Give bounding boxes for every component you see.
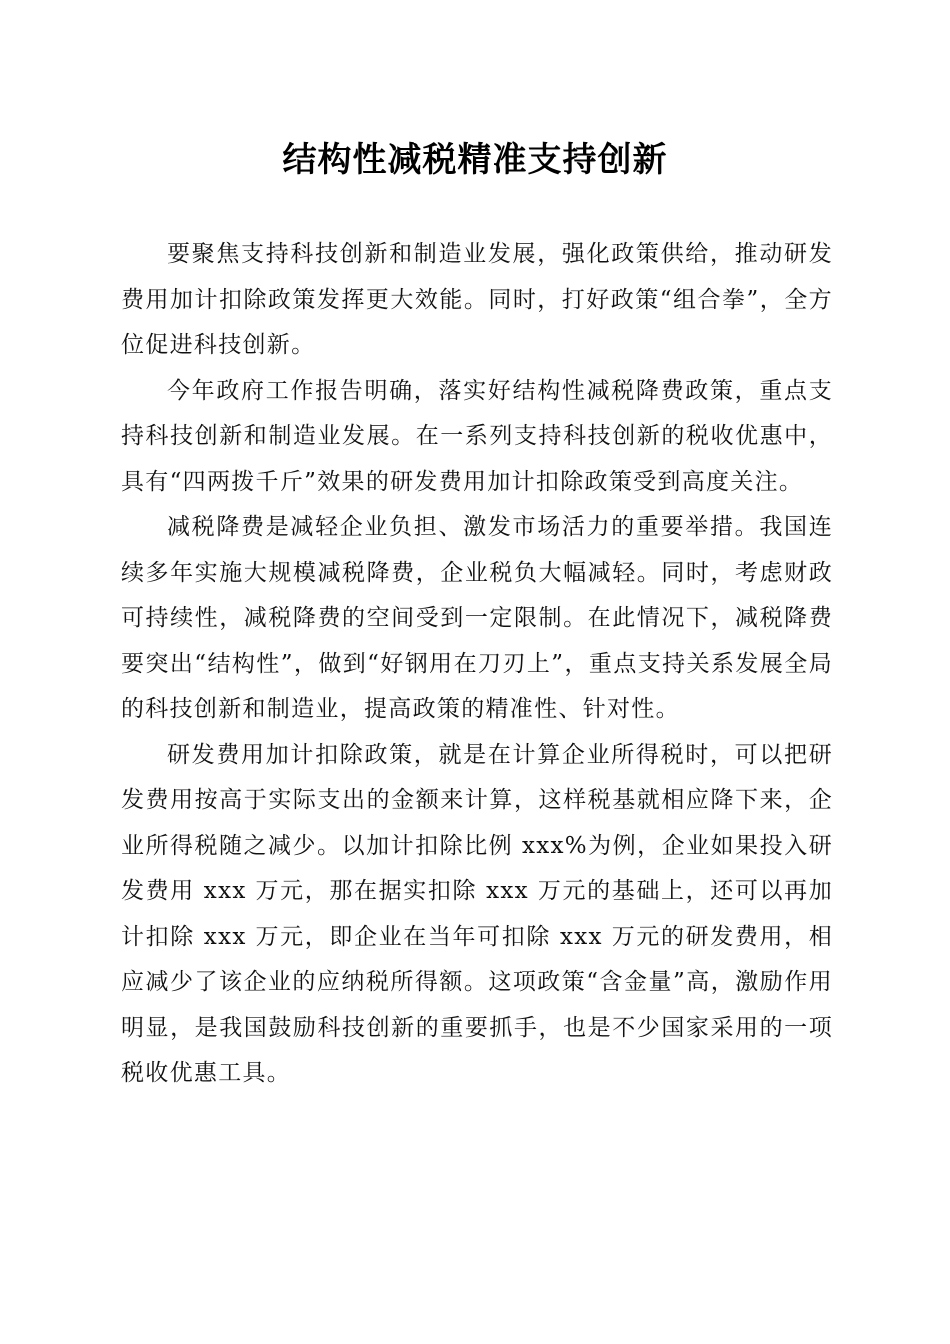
paragraph-1: 要聚焦支持科技创新和制造业发展，强化政策供给，推动研发费用加计扣除政策发挥更大效能。同时，打好政策“组合拳”，全方位促进科技创新。 [121, 241, 833, 358]
document-body [121, 232, 833, 1097]
document-title: 结构性减税精准支持创新 [282, 140, 668, 180]
paragraph-2: 今年政府工作报告明确，落实好结构性减税降费政策，重点支持科技创新和制造业发展。在一系列支持科技创新的税收优惠中，具有“四两拨千斤”效果的研发费用加计扣除政策受到高度关注。 [121, 377, 833, 495]
paragraph-3: 减税降费是减轻企业负担、激发市场活力的重要举措。我国连续多年实施大规模减税降费，企业税负大幅减轻。同时，考虑财政可持续性，减税降费的空间受到一定限制。在此情况下，减税降费要突出“结构性”，做到“好钢用在刀刃上”，重点支持关系发展全局的科技创新和制造业，提高政策的精准性、针对性。 [121, 514, 833, 722]
paragraph-4: 研发费用加计扣除政策，就是在计算企业所得税时，可以把研发费用按高于实际支出的金额来计算，这样税基就相应降下来，企业所得税随之减少。以加计扣除比例 xxx%为例，企业如果投入研发费用 xxx 万元，那在据实扣除 xxx 万元的基础上，还可以再加计扣除 xxx 万元，即企业在当年可扣除 xxx 万元的研发费用，相应减少了该企业的应纳税所得额。这项政策“含金量”高，激励作用明显，是我国鼓励科技创新的重要抓手，也是不少国家采用的一项税收优惠工具。 [121, 741, 833, 1086]
